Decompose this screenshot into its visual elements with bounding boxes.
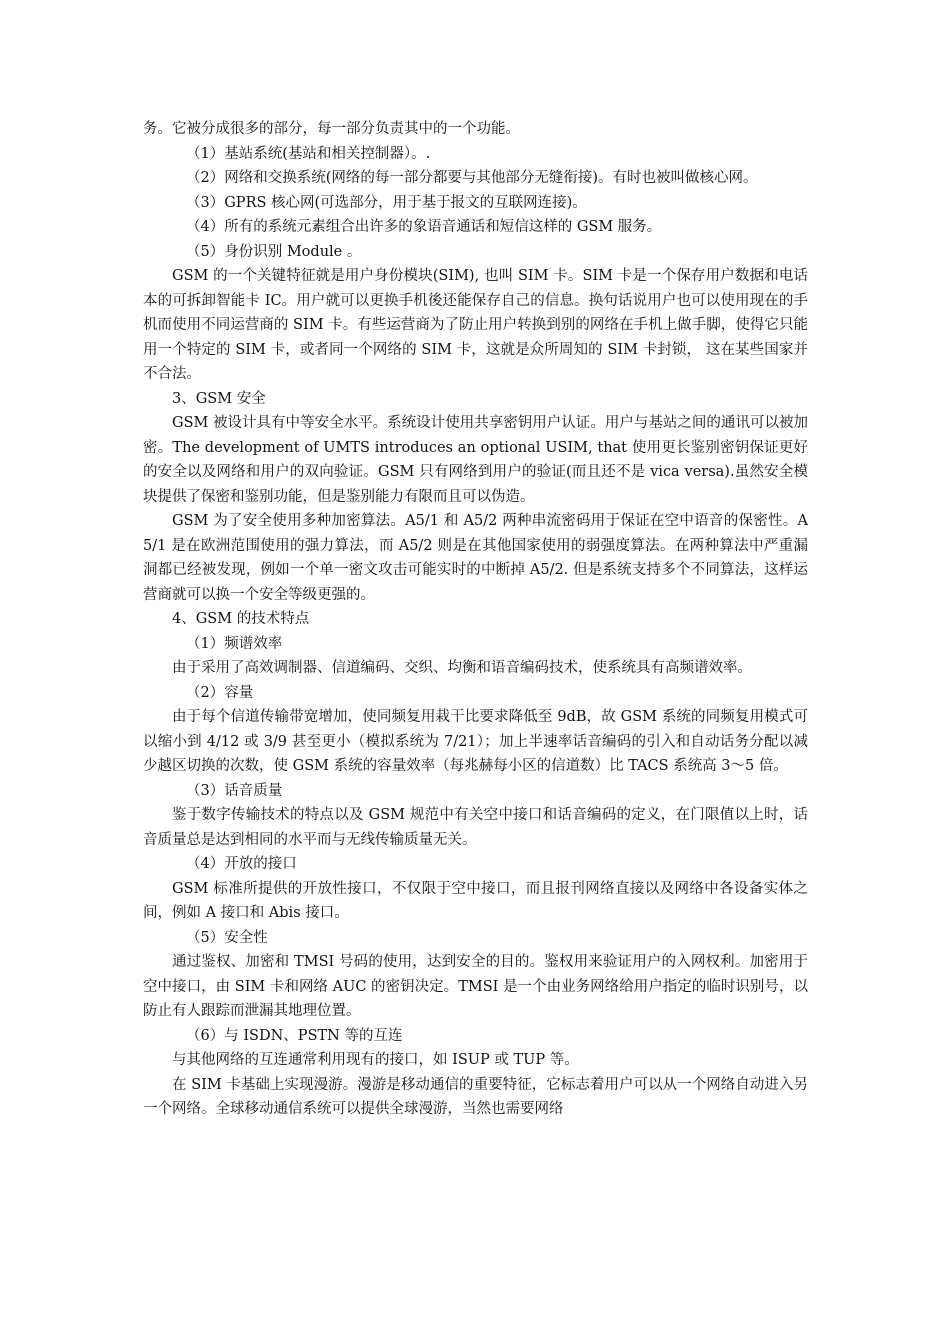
paragraph-roaming: 在 SIM 卡基础上实现漫游。漫游是移动通信的重要特征，它标志着用户可以从一个网络自动进入另一个网络。全球移动通信系统可以提供全球漫游，当然也需要网络 [143, 1076, 808, 1117]
document-page [143, 117, 808, 1122]
paragraph-intro-continued: 务。它被分成很多的部分，每一部分负责其中的一个功能。 [143, 121, 520, 137]
paragraph-voice-quality: 鉴于数字传输技术的特点以及 GSM 规范中有关空中接口和话音编码的定义，在门限值以上时，话音质量总是达到相同的水平而与无线传输质量无关。 [143, 807, 808, 848]
list-item-bss: （1）基站系统(基站和相关控制器）。. [186, 145, 431, 162]
list-item-gprs-core: （3）GPRS 核心网(可选部分，用于基于报文的互联网连接)。 [186, 194, 587, 211]
subheading-security: （5）安全性 [186, 929, 268, 946]
list-item-identity-module: （5）身份识别 Module 。 [186, 243, 362, 260]
paragraph-encryption-algorithms: GSM 为了安全使用多种加密算法。A5/1 和 A5/2 两种串流密码用于保证在空中语音的保密性。A5/1 是在欧洲范围使用的强力算法，而 A5/2 则是在其他国家使用的弱强度算法。在两种算法中严重漏洞都已经被发现，例如一个单一密文攻击可能实时的中断掉 A5/2. 但是系统支持多个不同算法，这样运营商就可以换一个安全等级更强的。 [143, 513, 808, 603]
paragraph-spectrum-efficiency: 由于采用了高效调制器、信道编码、交织、均衡和语音编码技术，使系统具有高频谱效率。 [172, 660, 752, 676]
paragraph-sim-card: GSM 的一个关键特征就是用户身份模块(SIM), 也叫 SIM 卡。SIM 卡是一个保存用户数据和电话本的可拆卸智能卡 IC。用户就可以更换手机後还能保存自己的信息。换句话说用户也可以使用现在的手机而使用不同运营商的 SIM 卡。有些运营商为了防止用户转换到别的网络在手机上做手脚，使得它只能用一个特定的 SIM 卡，或者同一个网络的 SIM 卡，这就是众所周知的 SIM 卡封锁， 这在某些国家并不合法。 [143, 268, 808, 382]
subheading-capacity: （2）容量 [186, 684, 254, 701]
subheading-open-interfaces: （4）开放的接口 [186, 856, 297, 872]
list-item-network-switching: （2）网络和交换系统(网络的每一部分都要与其他部分无缝衔接)。有时也被叫做核心网。 [186, 170, 758, 186]
subheading-voice-quality: （3）话音质量 [186, 782, 283, 799]
paragraph-security: 通过鉴权、加密和 TMSI 号码的使用，达到安全的目的。鉴权用来验证用户的入网权利。加密用于空中接口，由 SIM 卡和网络 AUC 的密钥决定。TMSI 是一个由业务网络给用户指定的临时识别号，以防止有人跟踪而泄漏其地理位置。 [143, 954, 808, 1019]
subheading-spectrum-efficiency: （1）频谱效率 [186, 635, 283, 652]
paragraph-capacity: 由于每个信道传输带宽增加，使同频复用栽干比要求降低至 9dB，故 GSM 系统的同频复用模式可以缩小到 4/12 或 3/9 甚至更小（模拟系统为 7/21）；加上半速率话音编码的引入和自动话务分配以减少越区切换的次数，使 GSM 系统的容量效率（每兆赫每小区的信道数）比 TACS 系统高 3～5 倍。 [143, 709, 808, 774]
paragraph-open-interfaces: GSM 标准所提供的开放性接口，不仅限于空中接口，而且报刊网络直接以及网络中各设备实体之间，例如 A 接口和 Abis 接口。 [143, 880, 808, 921]
section-heading-technical-features: 4、GSM 的技术特点 [172, 611, 310, 627]
paragraph-security-level: GSM 被设计具有中等安全水平。系统设计使用共享密钥用户认证。用户与基站之间的通讯可以被加密。The development of UMTS introduces an optional USIM, that 使用更长鉴别密钥保证更好的安全以及网络和用户的双向验证。GSM 只有网络到用户的验证(而且还不是 vica versa).虽然安全模块提供了保密和鉴别功能，但是鉴别能力有限而且可以伪造。 [143, 415, 808, 505]
paragraph-interconnection: 与其他网络的互连通常利用现有的接口，如 ISUP 或 TUP 等。 [172, 1052, 579, 1068]
subheading-interconnection: （6）与 ISDN、PSTN 等的互连 [186, 1027, 403, 1044]
list-item-gsm-services: （4）所有的系统元素组合出许多的象语音通话和短信这样的 GSM 服务。 [186, 219, 662, 235]
section-heading-gsm-security: 3、GSM 安全 [172, 390, 266, 407]
